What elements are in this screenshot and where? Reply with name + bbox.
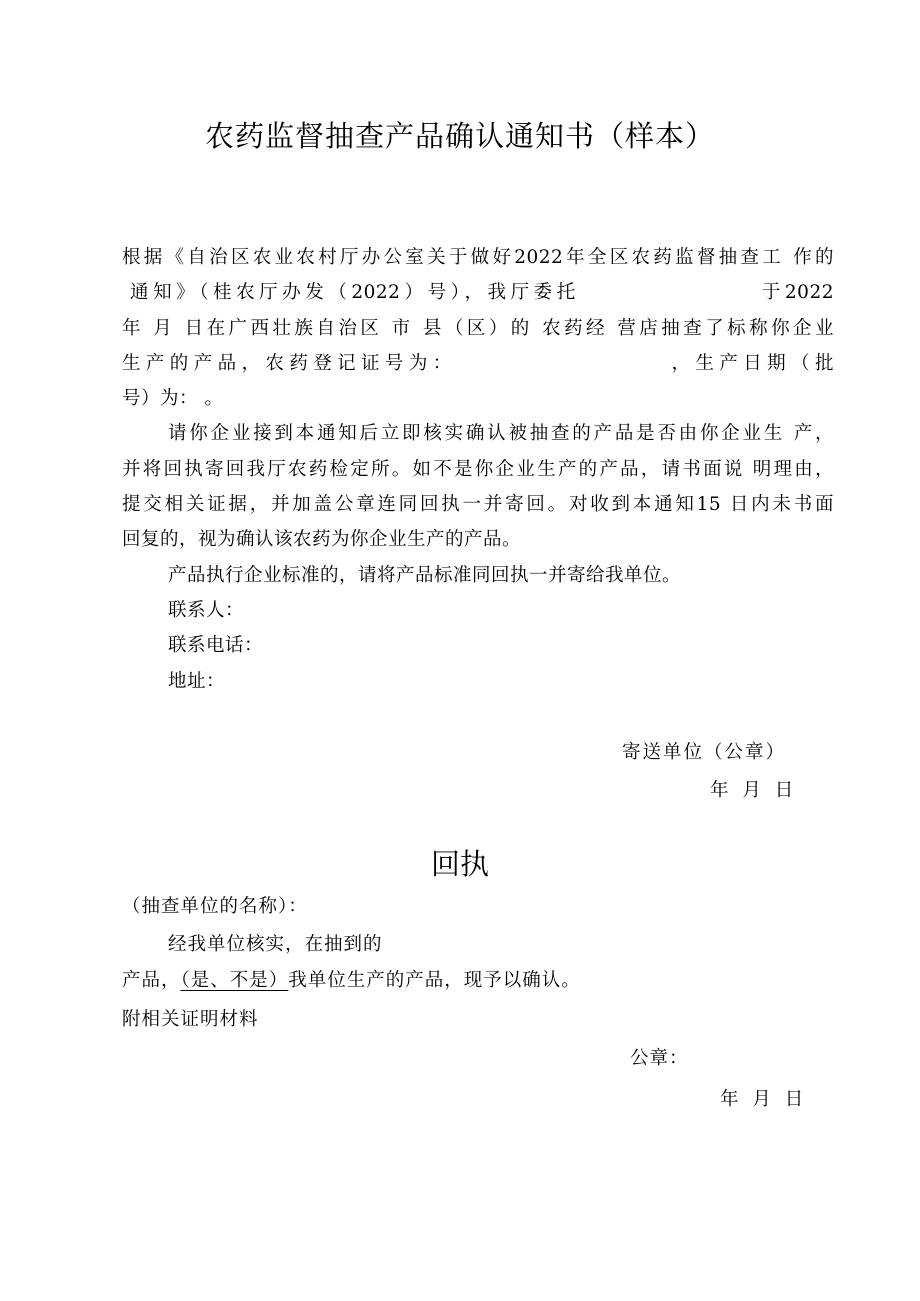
contact-phone: 联系电话： — [168, 635, 264, 657]
para1-line4-end: ，生产日期（批 — [666, 352, 834, 374]
para1-line2-end: 于2022 — [757, 282, 834, 304]
para2-line4: 回复的，视为确认该农药为你企业生产的产品。 — [122, 529, 522, 551]
receipt-seal: 公章： — [630, 1048, 689, 1069]
receipt-line2-prefix: 产品， — [122, 970, 181, 991]
contact-person: 联系人： — [168, 599, 245, 621]
para3-line: 产品执行企业标准的，请将产品标准同回执一并寄给我单位。 — [168, 564, 682, 586]
para2-line3: 提交相关证据，并加盖公章连同回执一并寄回。对收到本通知15 日内未书面 — [122, 494, 834, 516]
para2-line1: 请你企业接到本通知后立即核实确认被抽查的产品是否由你企业生 产， — [168, 423, 834, 445]
document-title: 农药监督抽查产品确认通知书（样本） — [204, 119, 715, 153]
receipt-attachment: 附相关证明材料 — [122, 1009, 259, 1030]
receipt-line2-suffix: 我单位生产的产品，现予以确认。 — [288, 970, 581, 991]
para1-line1: 根据《自治区农业农村厅办公室关于做好2022年全区农药监督抽查工 作的 — [122, 247, 834, 268]
receipt-title: 回执 — [430, 847, 489, 881]
notice-date: 年 月 日 — [710, 780, 798, 801]
receipt-choice: （是、不是） — [180, 970, 289, 991]
notice-body — [122, 240, 834, 699]
para1-line5: 号）为： 。 — [122, 388, 224, 410]
receipt-line2 — [122, 966, 581, 992]
receipt-line1: 经我单位核实，在抽到的 — [168, 934, 383, 955]
receipt-recipient: （抽查单位的名称）： — [122, 896, 308, 917]
para2-line2: 并将回执寄回我厅农药检定所。如不是你企业生产的产品，请书面说 明理由， — [122, 458, 834, 480]
para1-line2-start: 通知》（桂农厅办发（2022）号），我厅委托 — [130, 282, 580, 304]
para1-line3: 年 月 日在广西壮族自治区 市 县（区）的 农药经 营店抽查了标称你企业 — [122, 317, 834, 339]
receipt-date: 年 月 日 — [720, 1089, 808, 1110]
para1-line2 — [122, 275, 834, 310]
para1-line4-start: 生产的产品，农药登记证号为： — [122, 352, 457, 374]
address: 地址： — [168, 670, 226, 692]
para1-line4 — [122, 346, 834, 381]
sender-seal: 寄送单位（公章） — [622, 742, 787, 763]
